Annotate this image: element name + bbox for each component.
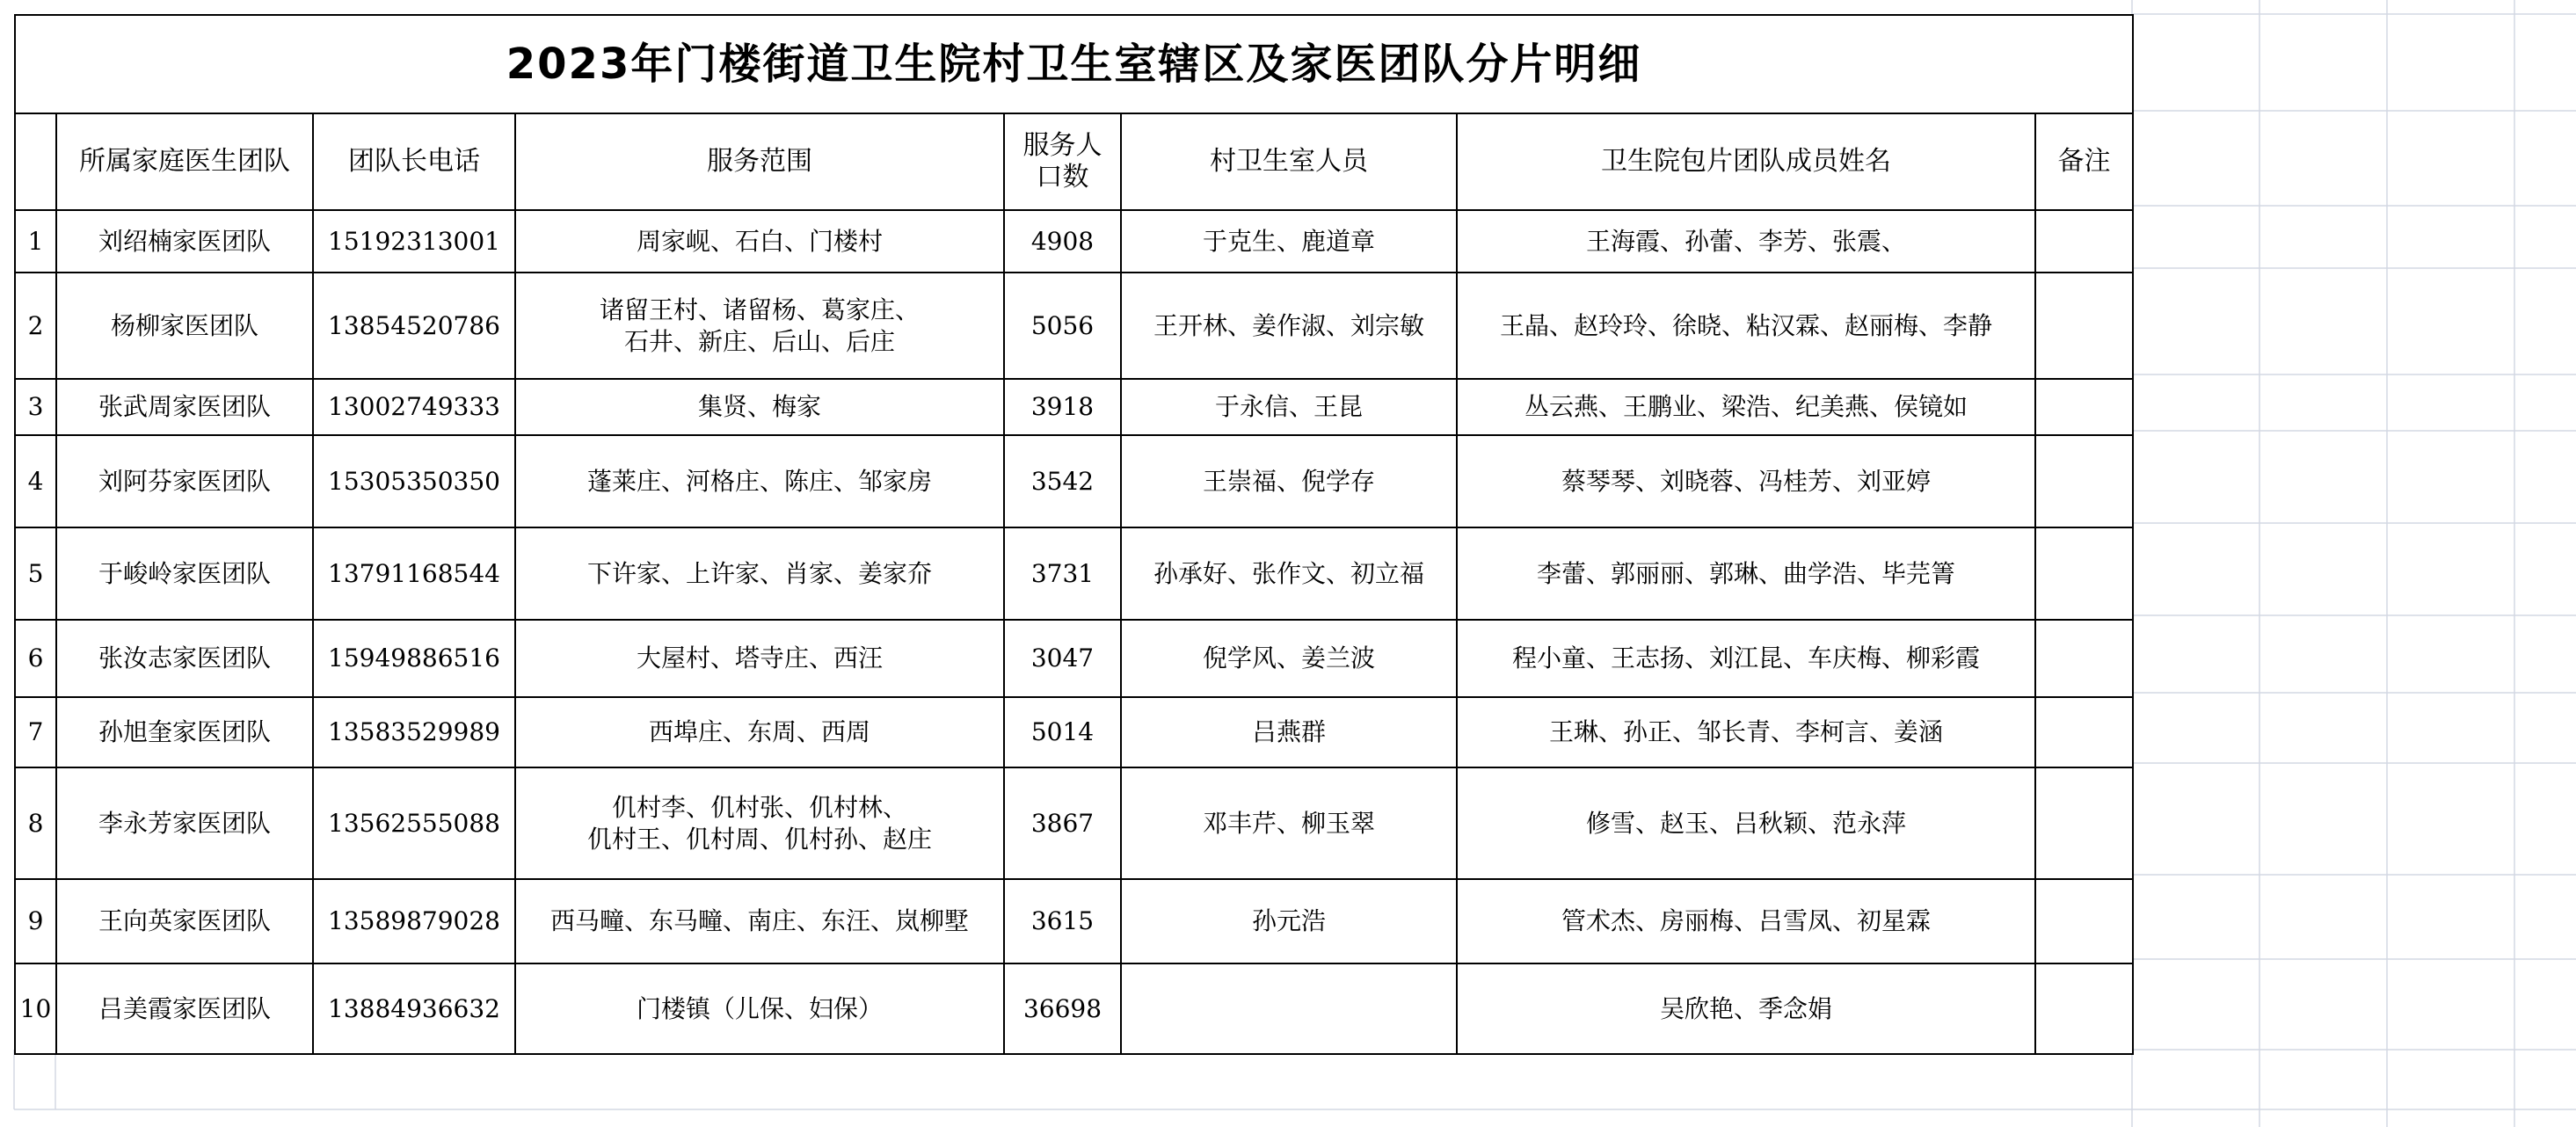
hospital-members-cell: 王海霞、孙蕾、李芳、张震、 <box>1457 210 2035 273</box>
remark-cell <box>2035 379 2133 435</box>
hospital-members-cell: 李蕾、郭丽丽、郭琳、曲学浩、毕芫箐 <box>1457 527 2035 620</box>
village-staff-cell: 王开林、姜作淑、刘宗敏 <box>1121 273 1457 379</box>
remark-cell <box>2035 527 2133 620</box>
header-phone: 团队长电话 <box>313 113 515 210</box>
population-cell: 3918 <box>1004 379 1121 435</box>
table-row <box>15 879 2133 963</box>
table-row <box>15 963 2133 1054</box>
phone-cell: 15305350350 <box>313 435 515 527</box>
service-scope-cell <box>515 767 1004 879</box>
remark-cell <box>2035 435 2133 527</box>
service-scope-line: 周家岘、石白、门楼村 <box>636 226 883 256</box>
row-index: 8 <box>15 767 56 879</box>
hospital-members-cell: 修雪、赵玉、吕秋颖、范永萍 <box>1457 767 2035 879</box>
service-scope-cell <box>515 697 1004 767</box>
row-index: 6 <box>15 620 56 697</box>
team-name-cell: 张武周家医团队 <box>56 379 313 435</box>
row-index: 10 <box>15 963 56 1054</box>
village-staff-cell: 孙元浩 <box>1121 879 1457 963</box>
service-scope-cell <box>515 879 1004 963</box>
phone-cell: 13589879028 <box>313 879 515 963</box>
village-staff-cell: 王崇福、倪学存 <box>1121 435 1457 527</box>
service-scope-cell <box>515 210 1004 273</box>
service-scope-line: 诸留王村、诸留杨、葛家庄、 <box>599 294 920 324</box>
village-staff-cell: 于永信、王昆 <box>1121 379 1457 435</box>
phone-cell: 13002749333 <box>313 379 515 435</box>
remark-cell <box>2035 963 2133 1054</box>
team-name-cell: 李永芳家医团队 <box>56 767 313 879</box>
population-cell: 3867 <box>1004 767 1121 879</box>
team-name-cell: 刘阿芬家医团队 <box>56 435 313 527</box>
header-hospital-members: 卫生院包片团队成员姓名 <box>1457 113 2035 210</box>
team-name-cell: 杨柳家医团队 <box>56 273 313 379</box>
service-scope-cell <box>515 963 1004 1054</box>
population-cell: 5014 <box>1004 697 1121 767</box>
hospital-members-cell: 丛云燕、王鹏业、梁浩、纪美燕、侯镜如 <box>1457 379 2035 435</box>
service-scope-line: 门楼镇（儿保、妇保） <box>636 993 883 1023</box>
team-name-cell: 张汝志家医团队 <box>56 620 313 697</box>
header-scope: 服务范围 <box>515 113 1004 210</box>
village-staff-cell: 倪学风、姜兰波 <box>1121 620 1457 697</box>
service-scope-line: 仉村王、仉村周、仉村孙、赵庄 <box>586 824 932 854</box>
table-body <box>15 210 2133 1054</box>
phone-cell: 13854520786 <box>313 273 515 379</box>
service-scope-line: 西埠庄、东周、西周 <box>648 717 870 746</box>
remark-cell <box>2035 210 2133 273</box>
service-scope-line: 集贤、梅家 <box>697 392 821 421</box>
village-staff-cell: 于克生、鹿道章 <box>1121 210 1457 273</box>
table-row <box>15 767 2133 879</box>
header-village-staff: 村卫生室人员 <box>1121 113 1457 210</box>
phone-cell: 13884936632 <box>313 963 515 1054</box>
header-index <box>15 113 56 210</box>
service-scope-cell <box>515 435 1004 527</box>
header-population <box>1004 113 1121 210</box>
population-cell: 3542 <box>1004 435 1121 527</box>
population-cell: 4908 <box>1004 210 1121 273</box>
village-staff-cell: 孙承好、张作文、初立福 <box>1121 527 1457 620</box>
remark-cell <box>2035 620 2133 697</box>
service-scope-line: 石井、新庄、后山、后庄 <box>623 326 895 356</box>
remark-cell <box>2035 697 2133 767</box>
table-row <box>15 435 2133 527</box>
team-name-cell: 孙旭奎家医团队 <box>56 697 313 767</box>
village-staff-cell: 吕燕群 <box>1121 697 1457 767</box>
header-remark: 备注 <box>2035 113 2133 210</box>
service-scope-line: 西马疃、东马疃、南庄、东汪、岚柳墅 <box>549 906 969 935</box>
service-scope-cell <box>515 379 1004 435</box>
phone-cell: 13791168544 <box>313 527 515 620</box>
team-assignment-table <box>14 14 2134 1055</box>
table-row <box>15 379 2133 435</box>
table-row <box>15 273 2133 379</box>
team-name-cell: 吕美霞家医团队 <box>56 963 313 1054</box>
team-name-cell: 刘绍楠家医团队 <box>56 210 313 273</box>
table-row <box>15 620 2133 697</box>
phone-cell: 13562555088 <box>313 767 515 879</box>
table-row <box>15 210 2133 273</box>
service-scope-cell <box>515 273 1004 379</box>
row-index: 4 <box>15 435 56 527</box>
service-scope-line: 蓬莱庄、河格庄、陈庄、邹家房 <box>586 466 932 496</box>
remark-cell <box>2035 767 2133 879</box>
row-index: 1 <box>15 210 56 273</box>
header-population-line2: 口数 <box>1036 162 1089 193</box>
service-scope-cell <box>515 620 1004 697</box>
row-index: 2 <box>15 273 56 379</box>
team-name-cell: 王向英家医团队 <box>56 879 313 963</box>
header-population-line1: 服务人 <box>1022 130 1102 161</box>
phone-cell: 15192313001 <box>313 210 515 273</box>
row-index: 5 <box>15 527 56 620</box>
header-row <box>15 113 2133 210</box>
hospital-members-cell: 程小童、王志扬、刘江昆、车庆梅、柳彩霞 <box>1457 620 2035 697</box>
hospital-members-cell: 王晶、赵玲玲、徐晓、粘汉霖、赵丽梅、李静 <box>1457 273 2035 379</box>
population-cell: 3615 <box>1004 879 1121 963</box>
table-row <box>15 527 2133 620</box>
hospital-members-cell: 管术杰、房丽梅、吕雪凤、初星霖 <box>1457 879 2035 963</box>
title-row <box>15 15 2133 113</box>
population-cell: 36698 <box>1004 963 1121 1054</box>
remark-cell <box>2035 273 2133 379</box>
hospital-members-cell: 蔡琴琴、刘晓蓉、冯桂芳、刘亚婷 <box>1457 435 2035 527</box>
service-scope-line: 下许家、上许家、肖家、姜家夼 <box>586 558 932 588</box>
header-team: 所属家庭医生团队 <box>56 113 313 210</box>
page-title: 2023年门楼街道卫生院村卫生室辖区及家医团队分片明细 <box>15 15 2133 113</box>
table-row <box>15 697 2133 767</box>
population-cell: 5056 <box>1004 273 1121 379</box>
service-scope-line: 仉村李、仉村张、仉村林、 <box>611 792 907 822</box>
row-index: 9 <box>15 879 56 963</box>
population-cell: 3047 <box>1004 620 1121 697</box>
village-staff-cell <box>1121 963 1457 1054</box>
service-scope-line: 大屋村、塔寺庄、西汪 <box>636 643 883 673</box>
village-staff-cell: 邓丰芹、柳玉翠 <box>1121 767 1457 879</box>
hospital-members-cell: 吴欣艳、季念娟 <box>1457 963 2035 1054</box>
row-index: 7 <box>15 697 56 767</box>
hospital-members-cell: 王琳、孙正、邹长青、李柯言、姜涵 <box>1457 697 2035 767</box>
remark-cell <box>2035 879 2133 963</box>
row-index: 3 <box>15 379 56 435</box>
population-cell: 3731 <box>1004 527 1121 620</box>
service-scope-cell <box>515 527 1004 620</box>
team-name-cell: 于峻岭家医团队 <box>56 527 313 620</box>
phone-cell: 13583529989 <box>313 697 515 767</box>
phone-cell: 15949886516 <box>313 620 515 697</box>
